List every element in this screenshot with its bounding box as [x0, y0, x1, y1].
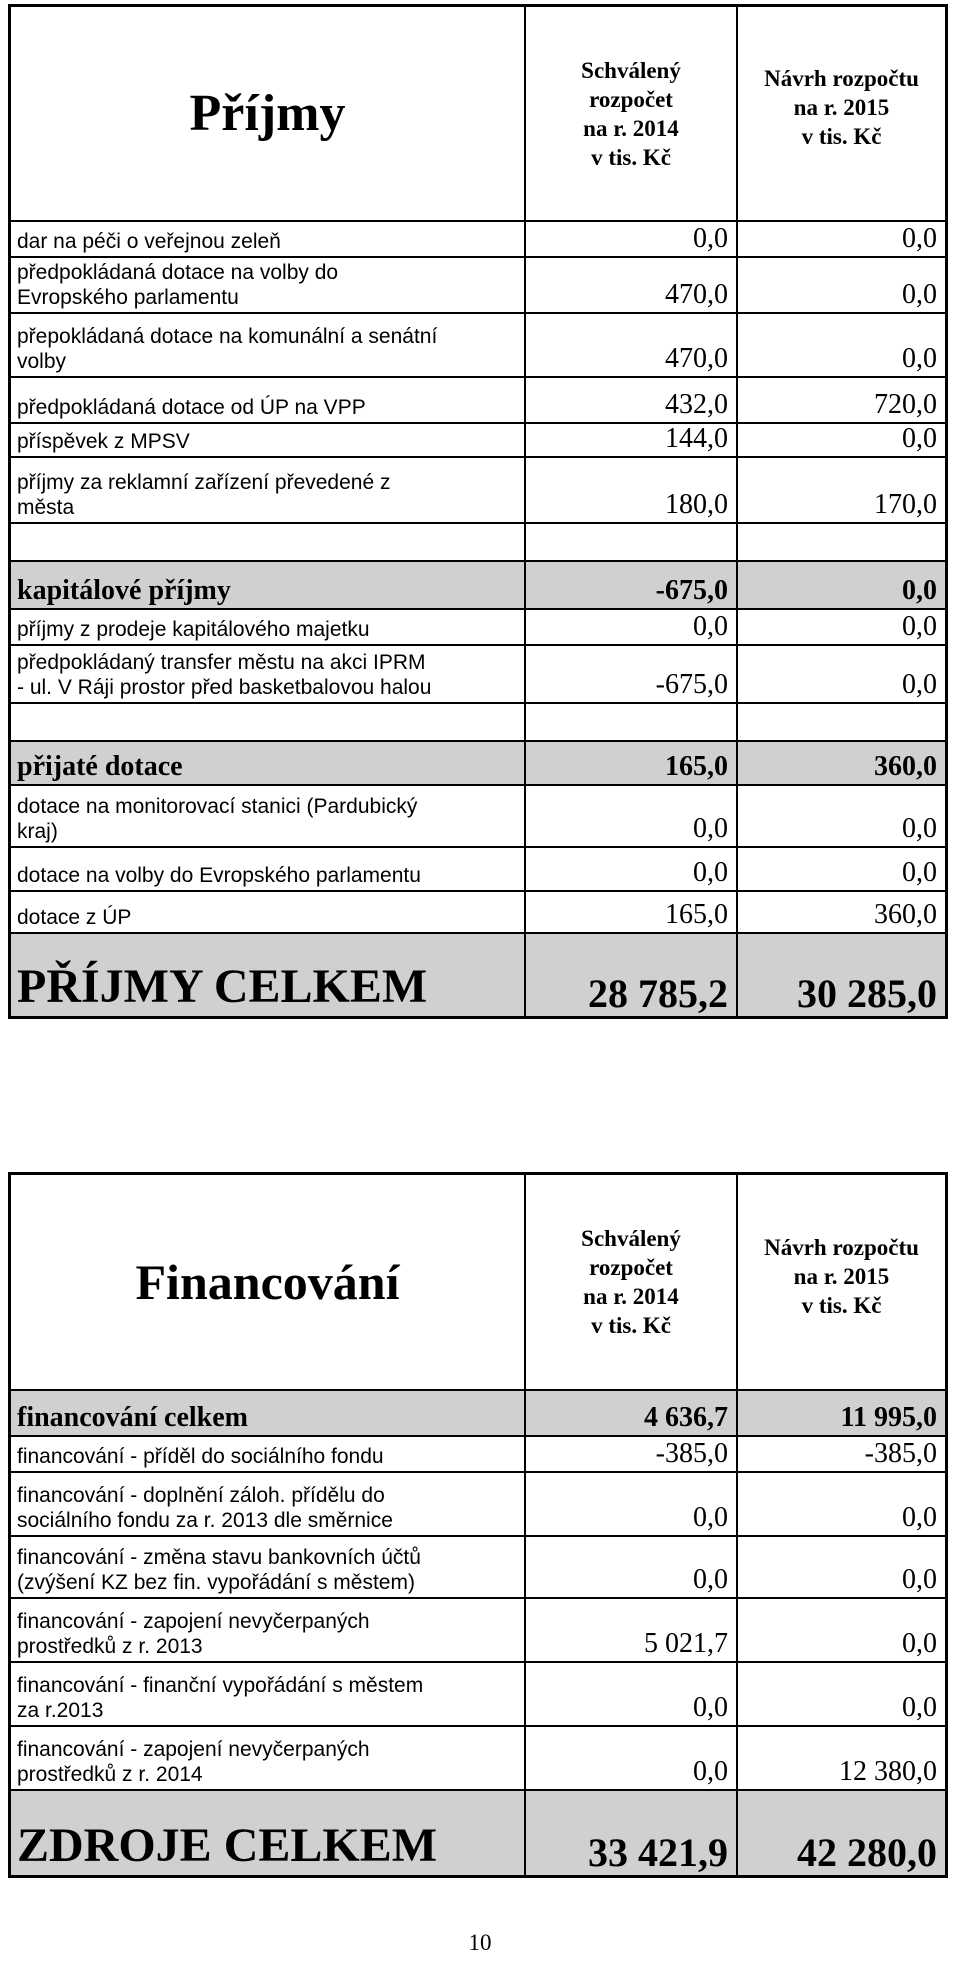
row-label: financování - příděl do sociálního fondu — [17, 1445, 384, 1468]
table-row — [11, 222, 945, 258]
value-2014: 5 021,7 — [644, 1628, 728, 1659]
value-2015: 0,0 — [902, 1564, 937, 1595]
value-2014: 165,0 — [665, 899, 728, 930]
row-label: předpokládaný transfer městu na akci IPRM - ul. V Ráji prostor před basketbalovou halou — [17, 651, 432, 699]
value-2014: 0,0 — [693, 611, 728, 642]
value-2015: 360,0 — [874, 899, 937, 930]
financing-table — [8, 1172, 948, 1878]
col-proposal-2015: Návrh rozpočtu na r. 2015 v tis. Kč — [764, 1234, 919, 1318]
row-label: financování celkem — [17, 1402, 248, 1433]
value-2015: 720,0 — [874, 389, 937, 420]
table-row — [11, 424, 945, 458]
row-label: dotace na monitorovací stanici (Pardubický kraj) — [17, 795, 418, 843]
value-2015: 0,0 — [902, 279, 937, 310]
table-row — [11, 646, 945, 704]
value-2014: 0,0 — [693, 1564, 728, 1595]
financing-sum-row — [11, 1391, 945, 1437]
row-label: dar na péči o veřejnou zeleň — [17, 230, 281, 253]
value-2015: 0,0 — [902, 1502, 937, 1533]
value-2015: 11 995,0 — [840, 1402, 937, 1433]
value-2014: 144,0 — [665, 423, 728, 454]
col-proposal-2015: Návrh rozpočtu na r. 2015 v tis. Kč — [764, 66, 919, 149]
value-2014: 470,0 — [665, 279, 728, 310]
row-label: přepokládaná dotace na komunální a senátní volby — [17, 325, 438, 373]
table-row — [11, 848, 945, 892]
spacer-row — [11, 524, 945, 562]
value-2015: 42 280,0 — [797, 1830, 937, 1875]
value-2015: 0,0 — [902, 857, 937, 888]
value-2014: 165,0 — [665, 751, 728, 782]
table-row — [11, 458, 945, 524]
income-table — [8, 4, 948, 1019]
financing-total-row — [11, 1791, 945, 1875]
row-label: příjmy za reklamní zařízení převedené z města — [17, 471, 391, 519]
value-2014: 0,0 — [693, 1756, 728, 1787]
capital-income-row — [11, 562, 945, 610]
value-2015: 360,0 — [874, 751, 937, 782]
row-label: dotace z ÚP — [17, 906, 132, 929]
table-row — [11, 378, 945, 424]
value-2014: -675,0 — [655, 669, 728, 700]
row-label: kapitálové příjmy — [17, 575, 231, 606]
value-2014: -675,0 — [655, 575, 728, 606]
value-2014: 470,0 — [665, 343, 728, 374]
value-2014: 0,0 — [693, 813, 728, 844]
row-label: předpokládaná dotace na volby do Evropského parlamentu — [17, 261, 339, 309]
row-label: přijaté dotace — [17, 751, 183, 782]
table-row — [11, 1727, 945, 1791]
value-2014: 432,0 — [665, 389, 728, 420]
row-label: předpokládaná dotace od ÚP na VPP — [17, 396, 366, 419]
col-approved-2014: Schválený rozpočet na r. 2014 v tis. Kč — [581, 57, 681, 170]
financing-total-label: ZDROJE CELKEM — [17, 1819, 438, 1872]
value-2015: 0,0 — [902, 669, 937, 700]
table-row — [11, 610, 945, 646]
value-2015: 0,0 — [902, 1692, 937, 1723]
page-number: 10 — [468, 1930, 492, 1955]
table-row — [11, 1537, 945, 1599]
value-2015: 0,0 — [902, 343, 937, 374]
value-2014: 180,0 — [665, 489, 728, 520]
value-2014: -385,0 — [655, 1438, 728, 1469]
income-header-row — [11, 7, 945, 222]
row-label: financování - zapojení nevyčerpaných prostředků z r. 2014 — [17, 1738, 370, 1786]
value-2014: 4 636,7 — [644, 1402, 728, 1433]
value-2015: 170,0 — [874, 489, 937, 520]
value-2014: 0,0 — [693, 1692, 728, 1723]
value-2015: 0,0 — [902, 223, 937, 254]
value-2014: 28 785,2 — [588, 971, 728, 1016]
table-row — [11, 1473, 945, 1537]
table-row — [11, 258, 945, 314]
spacer-row — [11, 704, 945, 742]
income-total-row — [11, 934, 945, 1016]
grants-row — [11, 742, 945, 786]
value-2015: 0,0 — [902, 423, 937, 454]
row-label: financování - finanční vypořádání s městem za r.2013 — [17, 1674, 424, 1722]
income-total-label: PŘÍJMY CELKEM — [17, 960, 428, 1013]
value-2015: 0,0 — [902, 611, 937, 642]
value-2015: 30 285,0 — [797, 971, 937, 1016]
row-label: příjmy z prodeje kapitálového majetku — [17, 618, 370, 641]
row-label: dotace na volby do Evropského parlamentu — [17, 864, 421, 887]
row-label: financování - změna stavu bankovních účtů (zvýšení KZ bez fin. vypořádání s městem) — [17, 1546, 421, 1594]
income-title: Příjmy — [189, 85, 346, 142]
table-row — [11, 786, 945, 848]
value-2014: 0,0 — [693, 1502, 728, 1533]
col-approved-2014: Schválený rozpočet na r. 2014 v tis. Kč — [581, 1226, 681, 1338]
value-2014: 0,0 — [693, 223, 728, 254]
table-row — [11, 1599, 945, 1663]
row-label: příspěvek z MPSV — [17, 430, 190, 453]
row-label: financování - zapojení nevyčerpaných prostředků z r. 2013 — [17, 1610, 370, 1658]
value-2015: 12 380,0 — [839, 1756, 937, 1787]
table-row — [11, 314, 945, 378]
table-row — [11, 892, 945, 934]
row-label: financování - doplnění záloh. přídělu do sociálního fondu za r. 2013 dle směrnice — [17, 1484, 393, 1532]
value-2015: 0,0 — [902, 813, 937, 844]
value-2014: 33 421,9 — [588, 1830, 728, 1875]
value-2014: 0,0 — [693, 857, 728, 888]
value-2015: -385,0 — [864, 1438, 937, 1469]
value-2015: 0,0 — [902, 1628, 937, 1659]
table-row — [11, 1437, 945, 1473]
value-2015: 0,0 — [902, 575, 937, 606]
financing-title: Financování — [135, 1254, 400, 1310]
table-row — [11, 1663, 945, 1727]
financing-header-row — [11, 1175, 945, 1391]
